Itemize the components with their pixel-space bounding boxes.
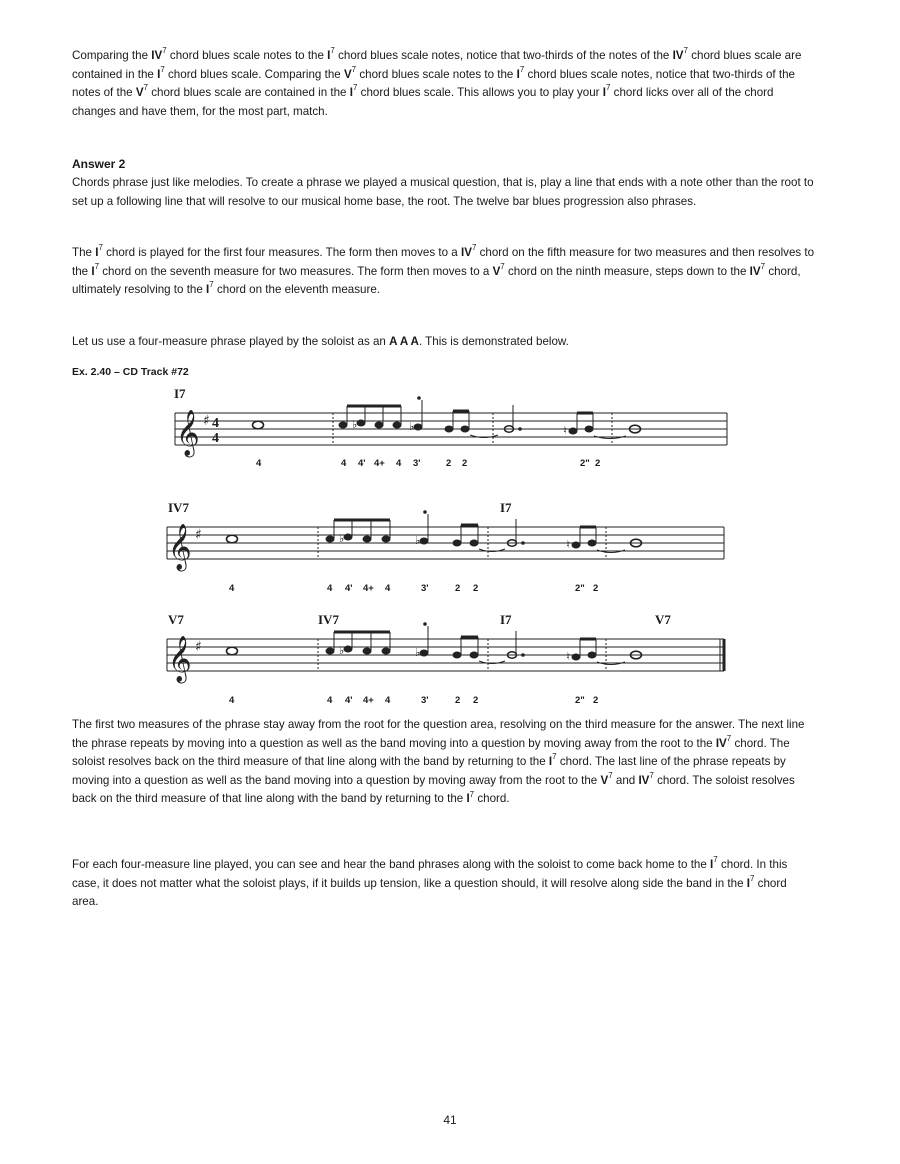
svg-text:4: 4 <box>212 431 219 446</box>
natural-icon: ♮ <box>566 539 570 551</box>
whole-note-icon <box>227 647 238 655</box>
eighth-note <box>357 420 365 426</box>
flat-icon: ♭ <box>409 421 415 433</box>
natural-icon: ♮ <box>563 425 567 437</box>
fingering-number: 4' <box>345 695 353 706</box>
eighth-note <box>585 426 593 432</box>
paragraph-chord-comparison: Comparing the $IV^7$ chord blues scale notes to the $I^7$ chord blues scale notes, notice that two-thirds of the notes of the $IV^7$ chord blues scale are contained in the $I^7$ chord blues scale. Comparing the $V^7$ chord blues scale notes to the $I^7$ chord blues scale notes, notice that two-thirds of the notes of the $V^7$ chord blues scale are contained in the $I^7$ chord blues scale. This allows you to play your $I^7$ chord licks over all of the chord changes and have them, for the most part, match. <box>72 46 802 118</box>
chord-label: IV7 <box>318 612 339 627</box>
flat-icon: ♭ <box>415 535 421 547</box>
whole-note-icon <box>227 535 238 543</box>
flat-icon: ♭ <box>339 533 345 545</box>
fingering-number: 4' <box>345 583 353 594</box>
natural-icon: ♮ <box>566 651 570 663</box>
fingering-number: 4+ <box>363 695 374 706</box>
fingering-number: 4 <box>385 695 391 706</box>
fingering-number: 4 <box>327 695 333 706</box>
staff-system-1 <box>0 380 900 490</box>
chord-label: IV7 <box>168 500 189 515</box>
fingering-number: 4 <box>396 458 402 469</box>
fingering-number: 2 <box>455 695 461 706</box>
fingering-number: 3' <box>413 458 421 469</box>
example-label: Ex. 2.40 – CD Track #72 <box>72 366 189 378</box>
accent-dot <box>418 397 421 400</box>
fingering-number: 2 <box>593 695 599 706</box>
eighth-note <box>569 428 577 434</box>
fingering-number: 2 <box>473 583 479 594</box>
answer-heading: Answer 2 <box>72 157 126 171</box>
paragraph-form-description: The $I^7$ chord is played for the first four measures. The form then moves to a $IV^7$ chord on the fifth measure for two measures and then resolves to the $I^7$ chord on the seventh measure for two measures. The form then moves to a $V^7$ chord on the ninth measure, steps down to the $IV^7$ chord, ultimately resolving to the $I^7$ chord on the eleventh measure. <box>72 243 815 297</box>
staff-system-3 <box>0 606 900 716</box>
paragraph-aaa-phrase: Let us use a four-measure phrase played by the soloist as an A A A. This is demonstrated below. <box>72 335 569 348</box>
sharp-icon: ♯ <box>195 639 202 655</box>
paragraph-conclusion: For each four-measure line played, you can see and hear the band phrases along with the soloist to come back home to the $I^7$ chord. In this case, it does not matter what the soloist plays, if it builds up tension, like a question should, it will resolve along side the band in the $I^7$ chord area. <box>72 855 788 909</box>
paragraph-chords-phrase: Chords phrase just like melodies. To create a phrase we played a musical question, that is, play a line that ends with a note other than the root to set up a following line that will resolve to our musical home base, the root. The twelve bar blues progression also phrases. <box>72 176 814 208</box>
page-number: 41 <box>443 1113 457 1127</box>
fingering-number: 2" <box>575 583 585 594</box>
fingering-number: 2" <box>575 695 585 706</box>
staff-system-2 <box>0 494 900 604</box>
fingering-number: 2" <box>580 458 590 469</box>
sharp-icon: ♯ <box>195 527 202 543</box>
sharp-icon: ♯ <box>203 413 210 429</box>
fingering-number: 3' <box>421 695 429 706</box>
flat-icon: ♭ <box>339 645 345 657</box>
fingering-number: 2 <box>593 583 599 594</box>
paragraph-phrase-analysis: The first two measures of the phrase stay away from the root for the question area, resolving on the third measure for the answer. The next line the phrase repeats by moving into a question as well as the band moving into a question by moving away from the root to the $IV^7$ chord. The soloist resolves back on the third measure of that line along with the band by returning to the $I^7$ chord. The last line of the phrase repeats by moving into a question as well as the band moving into a question by moving away from the root to the $V^7$ and $IV^7$ chord. The soloist resolves back on the third measure of that line along with the band by returning to the $I^7$ chord. <box>72 718 805 806</box>
staff-notation <box>0 606 900 716</box>
chord-label: V7 <box>168 612 184 627</box>
eighth-note <box>393 422 401 428</box>
whole-note-icon <box>253 421 264 429</box>
eighth-note <box>445 426 453 432</box>
staff-notation <box>0 494 900 604</box>
staff-notation <box>0 380 900 490</box>
fingering-number: 3' <box>421 583 429 594</box>
chord-label: I7 <box>500 500 512 515</box>
treble-clef-icon: 𝄞 <box>168 636 192 682</box>
fingering-number: 4+ <box>363 583 374 594</box>
fingering-number: 4 <box>327 583 333 594</box>
fingering-number: 4 <box>229 695 235 706</box>
fingering-number: 2 <box>473 695 479 706</box>
quarter-note <box>414 424 422 430</box>
treble-clef-icon: 𝄞 <box>176 410 200 456</box>
eighth-note <box>339 422 347 428</box>
flat-icon: ♭ <box>415 647 421 659</box>
chord-label: I7 <box>174 386 186 401</box>
svg-text:4: 4 <box>212 416 219 431</box>
fingering-number: 4 <box>385 583 391 594</box>
fingering-number: 4 <box>256 458 262 469</box>
treble-clef-icon: 𝄞 <box>168 524 192 570</box>
eighth-note <box>461 426 469 432</box>
fingering-number: 4 <box>229 583 235 594</box>
flat-icon: ♭ <box>352 419 358 431</box>
fingering-number: 4' <box>358 458 366 469</box>
fingering-number: 4 <box>341 458 347 469</box>
fingering-number: 2 <box>462 458 468 469</box>
fingering-number: 2 <box>446 458 452 469</box>
fingering-number: 2 <box>455 583 461 594</box>
eighth-note <box>375 422 383 428</box>
fingering-number: 2 <box>595 458 601 469</box>
chord-label: V7 <box>655 612 671 627</box>
fingering-number: 4+ <box>374 458 385 469</box>
chord-label: I7 <box>500 612 512 627</box>
